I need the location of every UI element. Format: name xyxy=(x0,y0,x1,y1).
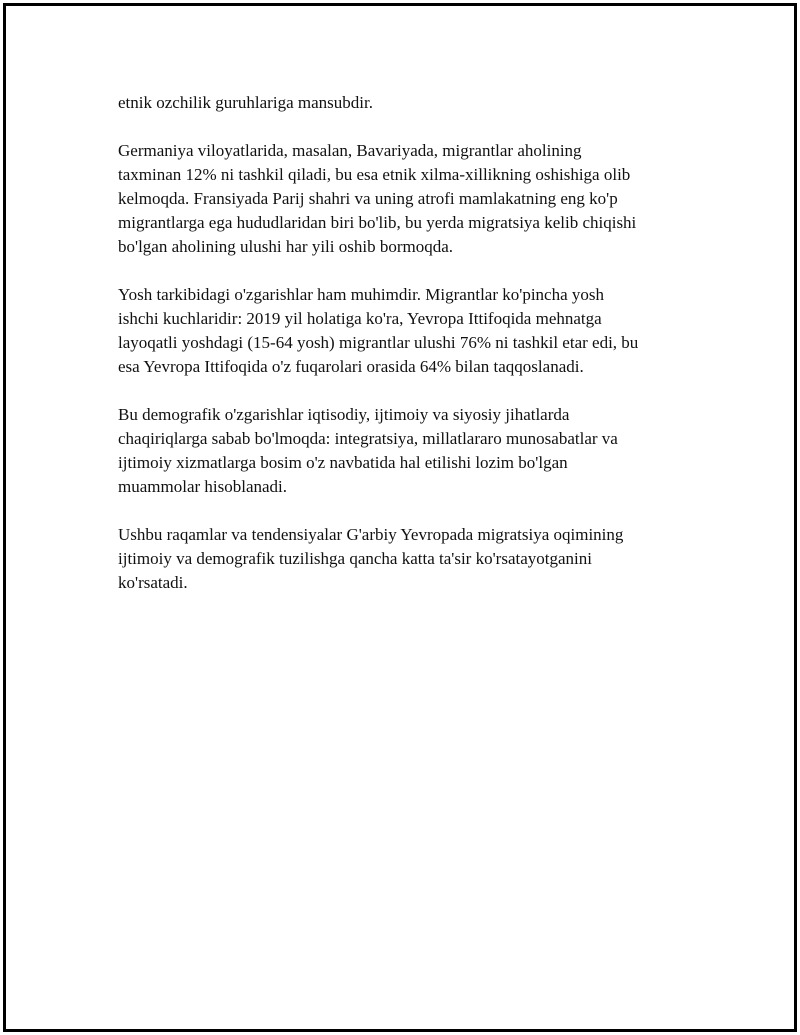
paragraph-1: etnik ozchilik guruhlariga mansubdir. xyxy=(118,93,373,112)
paragraph-4: Bu demografik o'zgarishlar iqtisodiy, ijtimoiy va siyosiy jihatlarda chaqiriqlarga sabab bo'lmoqda: integratsiya, millatlararo munosabatlar va ijtimoiy xizmatlarga bosim o'z navbatida hal etilishi lozim bo'lgan muammolar hisoblanadi. xyxy=(118,405,618,496)
paragraph-2: Germaniya viloyatlarida, masalan, Bavariyada, migrantlar aholining taxminan 12% ni tashkil qiladi, bu esa etnik xilma-xillikning oshishiga olib kelmoqda. Fransiyada Parij shahri va uning atrofi mamlakatning eng ko'p migrantlarga ega hududlaridan biri bo'lib, bu yerda migratsiya kelib chiqishi bo'lgan aholining ulushi har yili oshib bormoqda. xyxy=(118,141,637,256)
paragraph-3: Yosh tarkibidagi o'zgarishlar ham muhimdir. Migrantlar ko'pincha yosh ishchi kuchlaridir: 2019 yil holatiga ko'ra, Yevropa Ittifoqida mehnatga layoqatli yoshdagi (15-64 yosh) migrantlar ulushi 76% ni tashkil etar edi, bu esa Yevropa Ittifoqida o'z fuqarolari orasida 64% bilan taqqoslanadi. xyxy=(118,285,639,376)
document-body xyxy=(118,91,688,619)
paragraph-5: Ushbu raqamlar va tendensiyalar G'arbiy Yevropada migratsiya oqimining ijtimoiy va demografik tuzilishga qancha katta ta'sir ko'rsatayotganini ko'rsatadi. xyxy=(118,525,624,592)
